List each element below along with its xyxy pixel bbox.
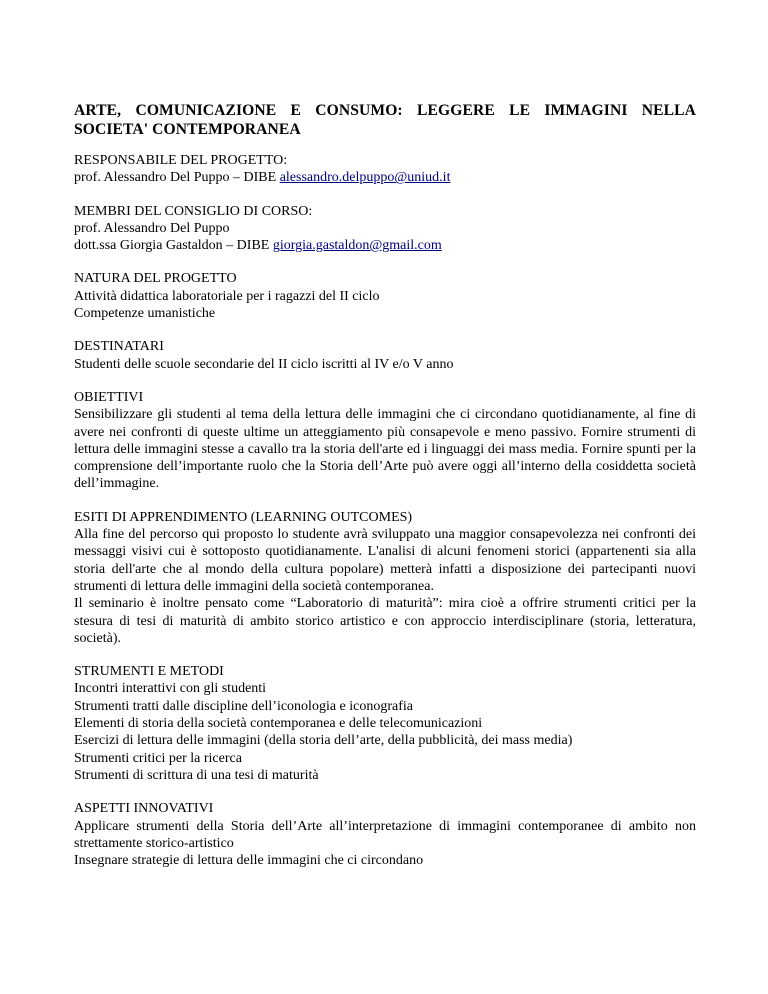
section-obiettivi [74, 389, 696, 493]
section-natura [74, 270, 696, 322]
strumenti-line: Incontri interattivi con gli studenti [74, 681, 267, 697]
section-responsabile [74, 152, 696, 187]
section-esiti [74, 509, 696, 647]
responsabile-email-link[interactable]: alessandro.delpuppo@uniud.it [279, 170, 451, 186]
aspetti-line: Insegnare strategie di lettura delle immagini che ci circondano [74, 853, 424, 869]
member-1: prof. Alessandro Del Puppo [74, 220, 230, 236]
section-heading-strumenti: STRUMENTI E METODI [74, 664, 224, 680]
member-2 [74, 237, 696, 254]
aspetti-paragraph: Applicare strumenti della Storia dell’Arte all’interpretazione di immagini contemporanee di ambito non strettamente storico-artistico [74, 818, 696, 851]
member-2-name: dott.ssa Giorgia Gastaldon – DIBE [74, 238, 273, 254]
section-heading-responsabile: RESPONSABILE DEL PROGETTO: [74, 153, 288, 168]
esiti-paragraph: Alla fine del percorso qui proposto lo studente avrà sviluppato una maggior consapevolezza nei confronti dei messaggi visivi cui è sottoposto quotidianamente. L'analisi di alcuni fenomeni storici (appartenenti sia alla storia dell'arte che al mondo della cultura popolare) metterà infatti a disposizione dei partecipanti nuovi strumenti di lettura delle immagini della società contemporanea. [74, 527, 696, 594]
section-heading-destinatari: DESTINATARI [74, 339, 164, 355]
natura-line: Attività didattica laboratoriale per i ragazzi del II ciclo [74, 288, 380, 304]
section-heading-obiettivi: OBIETTIVI [74, 389, 144, 405]
strumenti-line: Strumenti tratti dalle discipline dell’iconologia e iconografia [74, 698, 414, 714]
obiettivi-paragraph: Sensibilizzare gli studenti al tema della lettura delle immagini che ci circondano quotidianamente, al fine di avere nei confronti di queste ultime un atteggiamento più consapevole e meno passivo. Fornire strumenti di lettura delle immagini stesse a cavallo tra la storia dell'arte ed i linguaggi dei mass media. Fornire spunti per la comprensione dell’importante ruolo che la Storia dell’Arte può avere oggi all’interno della cosiddetta società dell’immagine. [74, 407, 696, 492]
strumenti-line: Esercizi di lettura delle immagini (della storia dell’arte, della pubblicità, dei mass media) [74, 733, 573, 749]
strumenti-line: Elementi di storia della società contemporanea e delle telecomunicazioni [74, 716, 483, 732]
destinatari-line: Studenti delle scuole secondarie del II ciclo iscritti al IV e/o V anno [74, 356, 454, 372]
section-strumenti [74, 663, 696, 784]
section-destinatari [74, 338, 696, 373]
section-membri [74, 203, 696, 255]
section-aspetti [74, 800, 696, 869]
section-heading-membri: MEMBRI DEL CONSIGLIO DI CORSO: [74, 203, 313, 219]
document-page [74, 101, 696, 885]
document-title: ARTE, COMUNICAZIONE E CONSUMO: LEGGERE LE IMMAGINI NELLA SOCIETA' CONTEMPORANEA [74, 102, 696, 138]
strumenti-line: Strumenti di scrittura di una tesi di maturità [74, 767, 319, 783]
section-heading-natura: NATURA DEL PROGETTO [74, 271, 237, 287]
responsabile-line [74, 169, 696, 186]
section-heading-aspetti: ASPETTI INNOVATIVI [74, 801, 214, 817]
esiti-paragraph: Il seminario è inoltre pensato come “Laboratorio di maturità”: mira cioè a offrire strumenti critici per la stesura di tesi di maturità di ambito storico artistico e con approccio interdisciplinare (storia, letteratura, società). [74, 596, 696, 646]
member-2-email-link[interactable]: giorgia.gastaldon@gmail.com [272, 238, 442, 254]
responsabile-name: prof. Alessandro Del Puppo – DIBE [74, 170, 280, 186]
strumenti-line: Strumenti critici per la ricerca [74, 750, 242, 766]
section-heading-esiti: ESITI DI APPRENDIMENTO (LEARNING OUTCOMES) [74, 509, 413, 525]
natura-line: Competenze umanistiche [74, 306, 216, 322]
